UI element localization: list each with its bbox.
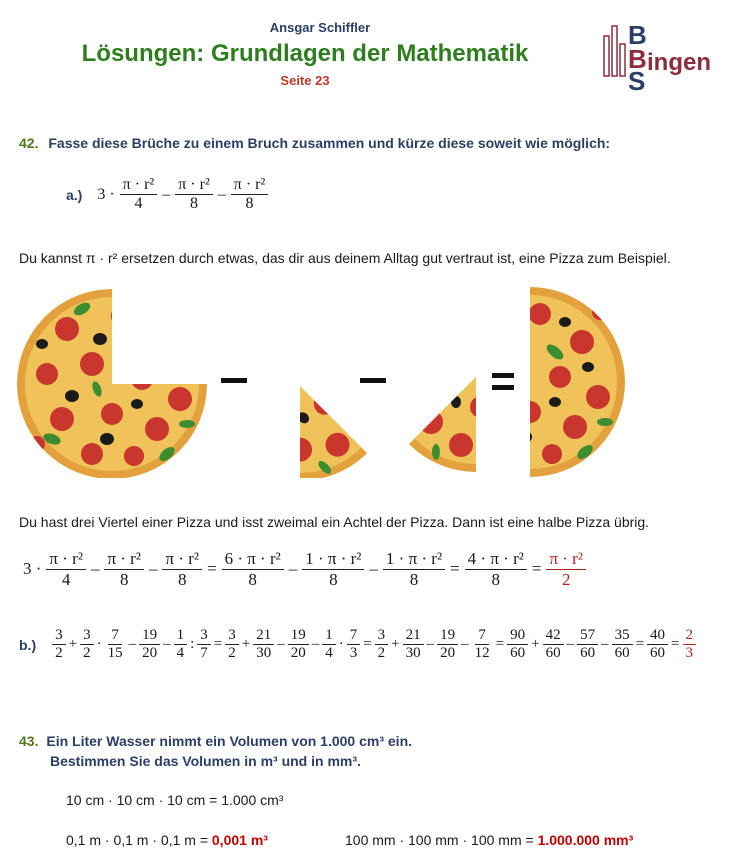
- fraction: $\frac{\text{π · r²}}{8}$: [162, 549, 202, 589]
- bbs-bingen-logo: [598, 18, 738, 92]
- fraction: $\frac{3}{7}$: [197, 627, 211, 663]
- minus-sign: [360, 378, 386, 383]
- operator: –: [426, 636, 435, 653]
- fraction: $\frac{\text{4 · π · r²}}{8}$: [465, 549, 527, 589]
- calc-cm: 10 cm · 10 cm · 10 cm = 1.000 cm³: [66, 792, 284, 808]
- operator: +: [531, 636, 540, 653]
- task-42-heading: [19, 135, 610, 151]
- result-fraction: $\frac{\text{π · r²}}{2}$: [546, 549, 586, 589]
- operator: –: [128, 636, 137, 653]
- operator: –: [566, 636, 575, 653]
- operator: ·: [338, 636, 344, 653]
- task-42b-solution: [19, 627, 698, 663]
- fraction: $\frac{7}{3}$: [347, 627, 361, 663]
- operator: =: [495, 636, 505, 653]
- fraction: $\frac{57}{60}$: [577, 627, 598, 663]
- eighth-pizza-1: [166, 282, 435, 478]
- pizza-result: Du hast drei Viertel einer Pizza und isst zweimal ein Achtel der Pizza. Dann ist eine halbe Pizza übrig.: [19, 514, 650, 530]
- operator: –: [311, 636, 320, 653]
- task-42a-label: a.): [66, 186, 83, 203]
- result-mm3: 1.000.000 mm³: [537, 832, 634, 848]
- task-43-line-2: Bestimmen Sie das Volumen in m³ und in mm³.: [50, 753, 361, 769]
- operator: =: [635, 636, 645, 653]
- task-42-number: 42.: [19, 135, 39, 151]
- fraction: $\frac{\text{π · r²}}{4}$: [120, 176, 158, 214]
- fraction: $\frac{\text{π · r²}}{8}$: [231, 176, 269, 214]
- operator: +: [241, 636, 251, 653]
- logo-letter-3: S: [628, 66, 646, 92]
- fraction: $\frac{40}{60}$: [647, 627, 668, 663]
- task-42a-expression: a.) 3 · $\frac{\text{π · r²}}{4}$ – $\frac{\text{π · r²}}{8}$ – $\frac{\text{π · r²}}{8}$: [66, 176, 270, 214]
- task-42b-label: b.): [19, 636, 37, 653]
- fraction: $\frac{19}{20}$: [139, 627, 160, 663]
- page-title: Lösungen: Grundlagen der Mathematik: [81, 40, 529, 67]
- task-43-heading: [19, 731, 412, 771]
- fraction: $\frac{3}{2}$: [80, 627, 94, 663]
- result-m3: 0,001 m³: [211, 832, 268, 848]
- fraction: $\frac{\text{1 · π · r²}}{8}$: [302, 549, 364, 589]
- pizza-hint: Du kannst π · r² ersetzen durch etwas, das dir aus deinem Alltag gut vertraut ist, eine Pizza zum Beispiel.: [19, 250, 671, 266]
- fraction: $\frac{\text{π · r²}}{4}$: [46, 549, 86, 589]
- operator: +: [391, 636, 400, 653]
- operator: =: [671, 636, 680, 653]
- fraction: $\frac{90}{60}$: [507, 627, 528, 663]
- operator: –: [277, 636, 285, 653]
- fraction: $\frac{3}{2}$: [375, 627, 389, 663]
- task-42-prompt: Fasse diese Brüche zu einem Bruch zusammen und kürze diese soweit wie möglich:: [48, 135, 611, 151]
- fraction: $\frac{21}{30}$: [403, 627, 424, 663]
- fraction: $\frac{35}{60}$: [612, 627, 633, 663]
- operator: :: [190, 636, 195, 653]
- page-number: Seite 23: [280, 73, 330, 88]
- operator: +: [68, 636, 78, 653]
- fraction: $\frac{1}{4}$: [174, 627, 188, 663]
- operator: ·: [96, 636, 102, 653]
- calc-mm: 100 mm · 100 mm · 100 mm = 1.000.000 mm³: [345, 832, 634, 848]
- fraction: $\frac{19}{20}$: [437, 627, 458, 663]
- fraction: $\frac{1}{4}$: [322, 627, 336, 663]
- logo-word: ingen: [647, 49, 711, 76]
- operator: =: [213, 636, 223, 653]
- task-43-number: 43.: [19, 733, 39, 749]
- fraction: $\frac{7}{12}$: [474, 627, 490, 662]
- fraction: $\frac{\text{1 · π · r²}}{8}$: [383, 549, 445, 589]
- equals-sign: [492, 373, 514, 378]
- operator: –: [601, 636, 609, 653]
- calc-m: 0,1 m · 0,1 m · 0,1 m = 0,001 m³: [66, 832, 268, 848]
- task-43-line-1: Ein Liter Wasser nimmt ein Volumen von 1.000 cm³ ein.: [46, 733, 413, 749]
- three-quarter-pizza: [17, 289, 207, 478]
- fraction: $\frac{3}{2}$: [52, 627, 66, 663]
- author-name: Ansgar Schiffler: [269, 20, 371, 35]
- operator: =: [363, 636, 372, 653]
- minus-sign: [221, 378, 247, 383]
- logo-letter-1: B: [628, 20, 647, 50]
- pizza-illustration: [0, 282, 750, 478]
- fraction: $\frac{19}{20}$: [288, 627, 309, 663]
- result-fraction: $\frac{2}{3}$: [683, 627, 697, 663]
- logo-letter-2: B: [628, 44, 647, 74]
- fraction: $\frac{3}{2}$: [225, 627, 239, 663]
- fraction: $\frac{42}{60}$: [543, 627, 564, 663]
- fraction: $\frac{\text{π · r²}}{8}$: [175, 176, 213, 214]
- fraction: $\frac{7}{15}$: [107, 627, 123, 662]
- task-42a-solution: 3 · $\frac{\text{π · r²}}{4}$ – $\frac{\text{π · r²}}{8}$ – $\frac{\text{π · r²}}{8}$ = $\frac{\text{6 · π · r²}}{8}$ – $\frac{\text{1 · π · r²}}{8}$ – $\frac{\text{1 · π · r²}}{8}$ = $\frac{\text{4 · π · r²}}{8}$ = $\frac{\text{π · r²}}{2}$: [20, 549, 588, 589]
- operator: –: [163, 636, 171, 653]
- fraction: $\frac{21}{30}$: [253, 627, 274, 663]
- fraction: $\frac{\text{6 · π · r²}}{8}$: [222, 549, 284, 589]
- operator: –: [461, 636, 469, 653]
- fraction: $\frac{\text{π · r²}}{8}$: [104, 549, 144, 589]
